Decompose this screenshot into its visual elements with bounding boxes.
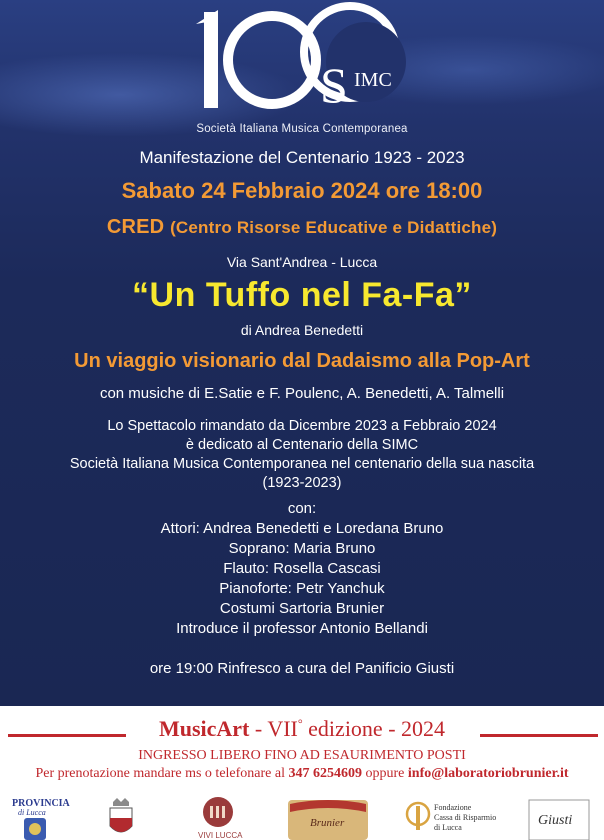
event-venue <box>0 216 604 239</box>
cast-item: Soprano: Maria Bruno <box>228 540 376 557</box>
simc-100-logo <box>190 2 420 120</box>
logo-s-letter: S <box>320 57 348 113</box>
cast-heading: con: <box>287 500 317 517</box>
svg-text:VIVI LUCCA: VIVI LUCCA <box>198 831 243 840</box>
note-line: Società Italiana Musica Contemporanea nel centenario della sua nascita <box>69 456 535 472</box>
note-line: è dedicato al Centenario della SIMC <box>185 437 419 453</box>
vivi-lucca-logo <box>192 796 244 840</box>
svg-text:Giusti: Giusti <box>538 813 573 828</box>
logo-subtitle: Società Italiana Musica Contemporanea <box>196 123 408 135</box>
venue-full-name: (Centro Risorse Educative e Didattiche) <box>170 218 498 237</box>
cast-item: Costumi Sartoria Brunier <box>219 600 385 617</box>
event-date: Sabato 24 Febbraio 2024 ore 18:00 <box>121 178 483 203</box>
note-line: Lo Spettacolo rimandato da Dicembre 2023 a Febbraio 2024 <box>107 418 497 434</box>
edition-number: - VII <box>249 716 298 741</box>
booking-text: Per prenotazione mandare ms o telefonare al <box>35 766 289 781</box>
free-entry-note: INGRESSO LIBERO FINO AD ESAURIMENTO POSTI <box>138 748 466 763</box>
booking-email[interactable]: info@laboratoriobrunier.it <box>407 766 569 781</box>
panificio-giusti-logo <box>528 796 590 840</box>
edition-brand: MusicArt <box>158 716 250 741</box>
music-credits: con musiche di E.Satie e F. Poulenc, A. Benedetti, A. Talmelli <box>99 385 505 402</box>
laboratorio-brunier-logo <box>286 796 370 840</box>
rinfresco-note: ore 19:00 Rinfresco a cura del Panificio Giusti <box>149 660 455 677</box>
venue-address: Via Sant'Andrea - Lucca <box>226 254 378 270</box>
edition-year: edizione - 2024 <box>302 716 446 741</box>
fondazione-cassa-risparmio-logo <box>404 796 504 840</box>
booking-line <box>0 766 604 782</box>
svg-text:Fondazione: Fondazione <box>434 803 472 812</box>
svg-text:di Lucca: di Lucca <box>434 823 462 832</box>
show-subtitle: Un viaggio visionario dal Dadaismo alla Pop-Art <box>74 350 530 372</box>
svg-text:PROVINCIA: PROVINCIA <box>12 798 70 809</box>
provincia-lucca-logo <box>10 796 70 840</box>
edition-title <box>0 716 604 742</box>
cast-item: Attori: Andrea Benedetti e Loredana Bruno <box>160 520 444 537</box>
svg-text:Brunier: Brunier <box>310 817 345 829</box>
note-line: (1923-2023) <box>262 475 342 491</box>
booking-phone[interactable]: 347 6254609 <box>288 766 362 781</box>
booking-oppure: oppure <box>362 766 408 781</box>
cast-item: Pianoforte: Petr Yanchuk <box>219 580 385 597</box>
sponsor-logos <box>0 796 604 840</box>
logo-imc-letters: IMC <box>354 69 392 91</box>
svg-text:di Lucca: di Lucca <box>18 808 46 817</box>
centenario-line: Manifestazione del Centenario 1923 - 2023 <box>139 148 465 167</box>
edition-degree: ° <box>297 716 303 731</box>
svg-text:Cassa di Risparmio: Cassa di Risparmio <box>434 813 497 822</box>
comune-coat-of-arms-logo <box>104 796 138 840</box>
cast-item: Flauto: Rosella Cascasi <box>223 560 381 577</box>
cast-item: Introduce il professor Antonio Bellandi <box>176 620 428 637</box>
venue-acronym: CRED <box>106 216 165 238</box>
show-title: “Un Tuffo nel Fa-Fa” <box>132 276 472 314</box>
show-author: di Andrea Benedetti <box>240 322 364 338</box>
